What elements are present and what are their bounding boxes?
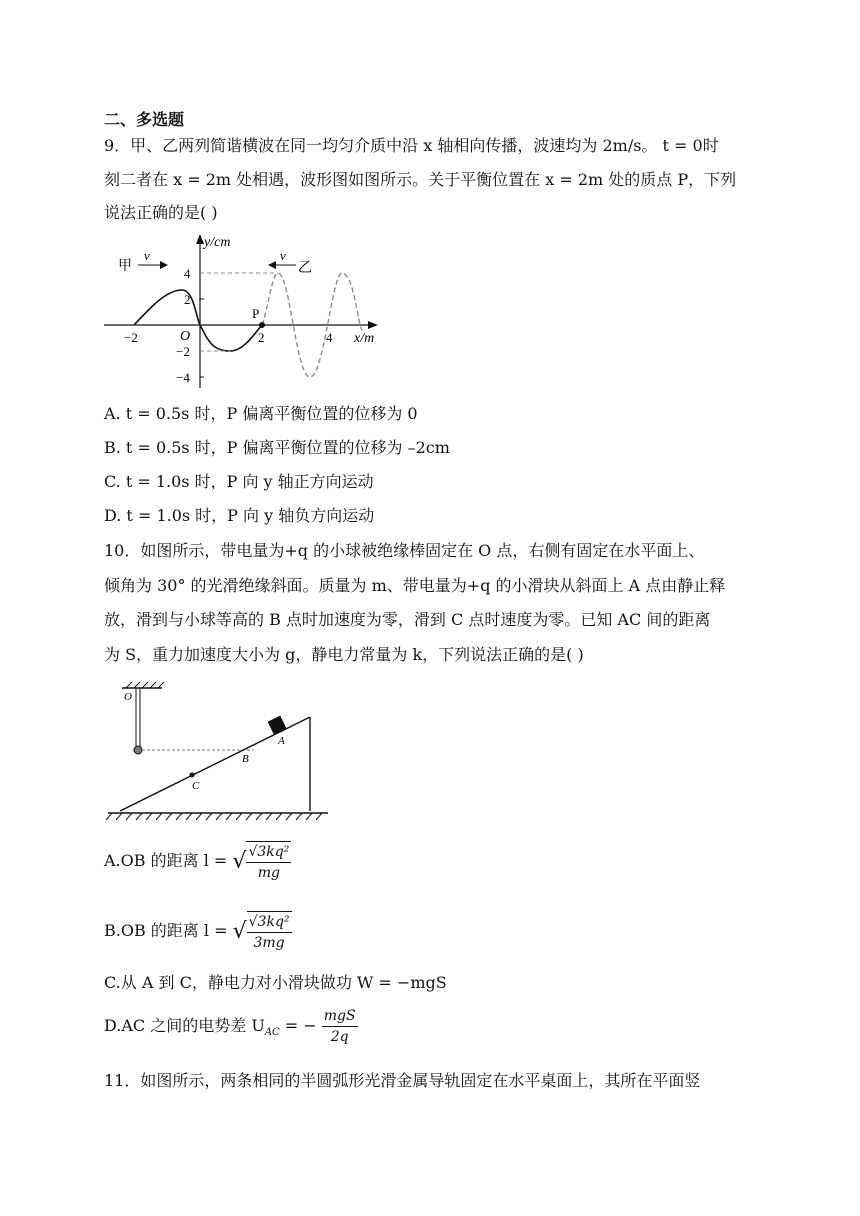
option-d-equals: = − [279, 1016, 317, 1035]
origin-label: O [180, 329, 191, 344]
q9-option-b: B. t = 0.5s 时，P 偏离平衡位置的位移为 –2cm [104, 438, 450, 457]
option-b-prefix: B.OB 的距离 l = [104, 921, 228, 940]
q10-line2: 倾角为 30° 的光滑绝缘斜面。质量为 m、带电量为+q 的小滑块从斜面上 A 点由静止释 [104, 576, 726, 595]
q10-line3: 放，滑到与小球等高的 B 点时加速度为零，滑到 C 点时速度为零。已知 AC 间的距离 [104, 610, 711, 629]
q9-option-c: C. t = 1.0s 时，P 向 y 轴正方向运动 [104, 472, 374, 491]
q10-option-d [104, 1002, 358, 1057]
q10-option-a [104, 836, 291, 887]
velocity-a-label: v [144, 248, 150, 263]
point-p-label: P [252, 306, 260, 321]
q10-line4: 为 S，重力加速度大小为 g，静电力常量为 k，下列说法正确的是( ) [104, 645, 584, 664]
wave-b-label: 乙 [298, 261, 312, 276]
q9-option-a: A. t = 0.5s 时，P 偏离平衡位置的位移为 0 [104, 404, 418, 423]
option-d-numerator: mgS [322, 1006, 358, 1027]
option-b-numerator: √3kq² [247, 912, 292, 933]
option-a-numerator: √3kq² [246, 842, 291, 863]
option-d-prefix: D.AC 之间的电势差 U [104, 1016, 265, 1035]
y-tick: −2 [176, 344, 190, 359]
wave-a-label: 甲 [118, 259, 132, 274]
q10-option-b [104, 906, 292, 957]
y-axis-label: y/cm [204, 235, 231, 250]
q10-option-c: C.从 A 到 C，静电力对小滑块做功 W = −mgS [104, 973, 447, 992]
option-b-denominator: 3mg [253, 934, 285, 951]
velocity-b-label: v [280, 248, 286, 263]
sqrt-symbol: √ [232, 848, 247, 874]
y-tick: 2 [184, 292, 191, 307]
q11-line1: 11．如图所示，两条相同的半圆弧形光滑金属导轨固定在水平桌面上，其所在平面竖 [104, 1071, 701, 1090]
q9-line1: 9．甲、乙两列简谐横波在同一均匀介质中沿 x 轴相向传播，波速均为 2m/s。 t = 0时 [104, 136, 719, 155]
label-c: C [192, 780, 200, 792]
option-a-denominator: mg [257, 864, 280, 881]
x-tick: 2 [258, 330, 265, 345]
q10-line1: 10．如图所示，带电量为+q 的小球被绝缘棒固定在 O 点，右侧有固定在水平面上、 [104, 541, 705, 560]
label-o: O [124, 691, 132, 703]
y-tick: 4 [184, 266, 191, 281]
section-title: 二、多选题 [104, 110, 185, 129]
q9-option-d: D. t = 1.0s 时，P 向 y 轴负方向运动 [104, 506, 375, 525]
option-a-prefix: A.OB 的距离 l = [104, 851, 228, 870]
q9-line3: 说法正确的是( ) [104, 203, 218, 222]
q9-line2: 刻二者在 x = 2m 处相遇，波形图如图所示。关于平衡位置在 x = 2m 处的质点 P，下列 [104, 170, 737, 189]
option-d-denominator: 2q [330, 1029, 349, 1045]
q9-wave-figure [104, 230, 394, 390]
x-tick: 4 [326, 330, 333, 345]
q10-incline-figure [104, 680, 334, 825]
label-b: B [242, 753, 249, 765]
option-d-subscript: AC [264, 1027, 280, 1039]
x-axis-label: x/m [354, 331, 375, 346]
sqrt-symbol: √ [232, 918, 247, 944]
y-tick: −4 [176, 370, 190, 385]
x-tick: −2 [124, 330, 138, 345]
label-a: A [278, 735, 285, 747]
